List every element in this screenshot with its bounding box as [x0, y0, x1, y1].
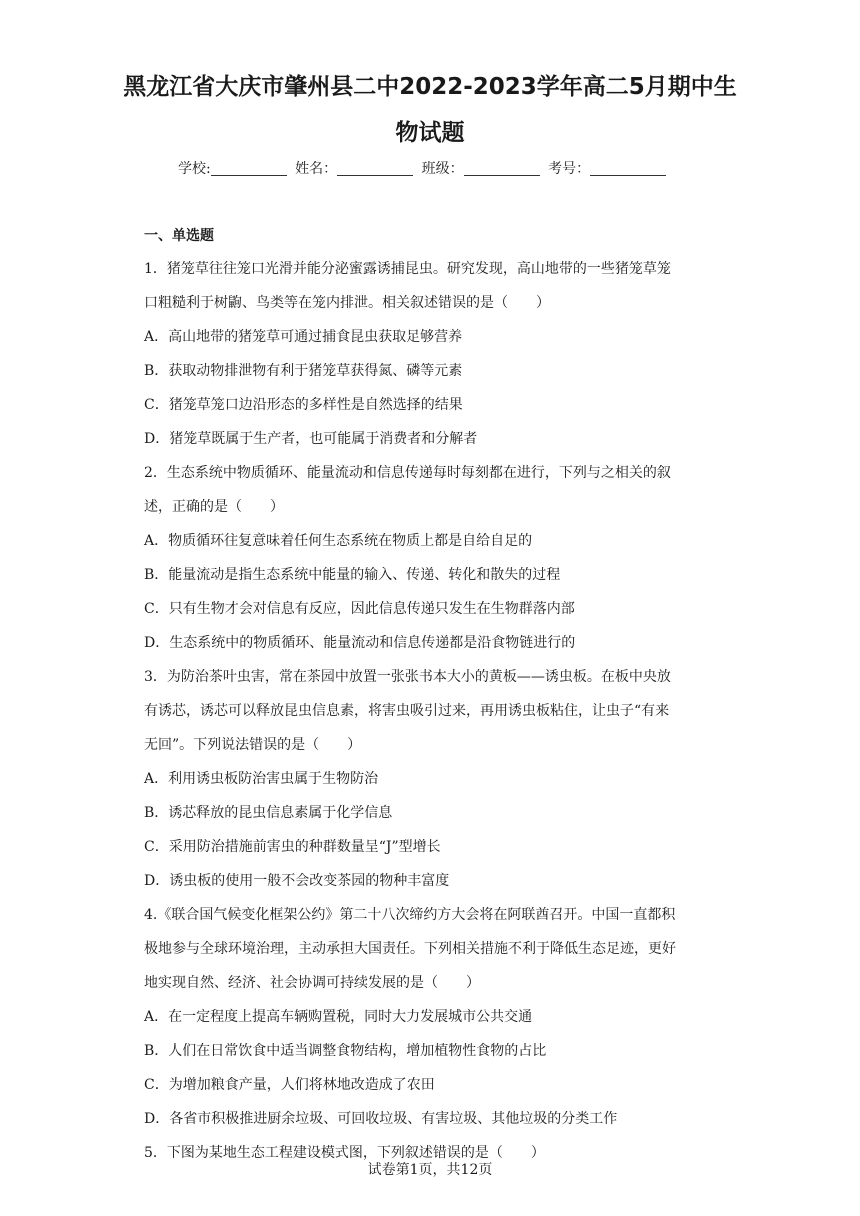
text-line: 地实现自然、经济、社会协调可持续发展的是（ ） — [144, 975, 480, 991]
info-school — [178, 158, 291, 180]
text-line: A．高山地带的猪笼草可通过捕食昆虫获取足够营养 — [144, 329, 463, 345]
text-line: B．人们在日常饮食中适当调整食物结构，增加植物性食物的占比 — [144, 1043, 547, 1059]
class-blank[interactable] — [464, 159, 540, 176]
name-blank[interactable] — [337, 159, 413, 176]
info-label: 学校: — [178, 161, 211, 177]
text-line: 2．生态系统中物质循环、能量流动和信息传递每时每刻都在进行，下列与之相关的叙 — [144, 465, 671, 481]
text-line: 有诱芯，诱芯可以释放昆虫信息素，将害虫吸引过来，再用诱虫板粘住，让虫子“有来 — [144, 703, 670, 719]
text-line: D．猪笼草既属于生产者，也可能属于消费者和分解者 — [144, 431, 478, 447]
text-line: 5．下图为某地生态工程建设模式图，下列叙述错误的是（ ） — [144, 1145, 545, 1161]
school-blank[interactable] — [211, 159, 287, 176]
student-info-row — [178, 158, 698, 180]
text-line: 3．为防治茶叶虫害，常在茶园中放置一张张书本大小的黄板——诱虫板。在板中央放 — [144, 669, 671, 685]
title-line-1: 黑龙江省大庆市肇州县二中2022-2023学年高二5月期中生 — [123, 74, 737, 100]
info-class — [422, 158, 544, 180]
text-line: B．能量流动是指生态系统中能量的输入、传递、转化和散失的过程 — [144, 567, 561, 583]
text-line: 述，正确的是（ ） — [144, 499, 284, 515]
text-line: 极地参与全球环境治理，主动承担大国责任。下列相关措施不利于降低生态足迹，更好 — [144, 941, 676, 957]
text-line: A．物质循环往复意味着任何生态系统在物质上都是自给自足的 — [144, 533, 533, 549]
question-content — [144, 252, 718, 1170]
info-label: 姓名： — [295, 161, 338, 177]
info-exam-number — [548, 158, 670, 180]
text-line: C．只有生物才会对信息有反应，因此信息传递只发生在生物群落内部 — [144, 601, 575, 617]
text-line: C．采用防治措施前害虫的种群数量呈“J”型增长 — [144, 839, 441, 855]
title-line-2: 物试题 — [395, 120, 465, 146]
section-heading: 一、单选题 — [144, 228, 214, 244]
text-line: D．诱虫板的使用一般不会改变茶园的物种丰富度 — [144, 873, 450, 889]
exam-number-blank[interactable] — [590, 159, 666, 176]
info-name — [295, 158, 417, 180]
text-line: 4.《联合国气候变化框架公约》第二十八次缔约方大会将在阿联酋召开。中国一直都积 — [144, 907, 676, 923]
info-label: 班级： — [421, 161, 464, 177]
text-line: C．为增加粮食产量，人们将林地改造成了农田 — [144, 1077, 435, 1093]
page-footer: 试卷第1页，共12页 — [367, 1162, 493, 1178]
text-line: 口粗糙利于树鼩、鸟类等在笼内排泄。相关叙述错误的是（ ） — [144, 295, 550, 311]
text-line: B．诱芯释放的昆虫信息素属于化学信息 — [144, 805, 393, 821]
text-line: A．在一定程度上提高车辆购置税，同时大力发展城市公共交通 — [144, 1009, 533, 1025]
text-line: D．各省市积极推进厨余垃圾、可回收垃圾、有害垃圾、其他垃圾的分类工作 — [144, 1111, 618, 1127]
text-line: 无回”。下列说法错误的是（ ） — [144, 737, 362, 753]
text-line: B．获取动物排泄物有利于猪笼草获得氮、磷等元素 — [144, 363, 463, 379]
text-line: A．利用诱虫板防治害虫属于生物防治 — [144, 771, 379, 787]
text-line: 1．猪笼草往往笼口光滑并能分泌蜜露诱捕昆虫。研究发现，高山地带的一些猪笼草笼 — [144, 261, 671, 277]
text-line: D．生态系统中的物质循环、能量流动和信息传递都是沿食物链进行的 — [144, 635, 576, 651]
info-label: 考号： — [548, 161, 591, 177]
text-line: C．猪笼草笼口边沿形态的多样性是自然选择的结果 — [144, 397, 463, 413]
